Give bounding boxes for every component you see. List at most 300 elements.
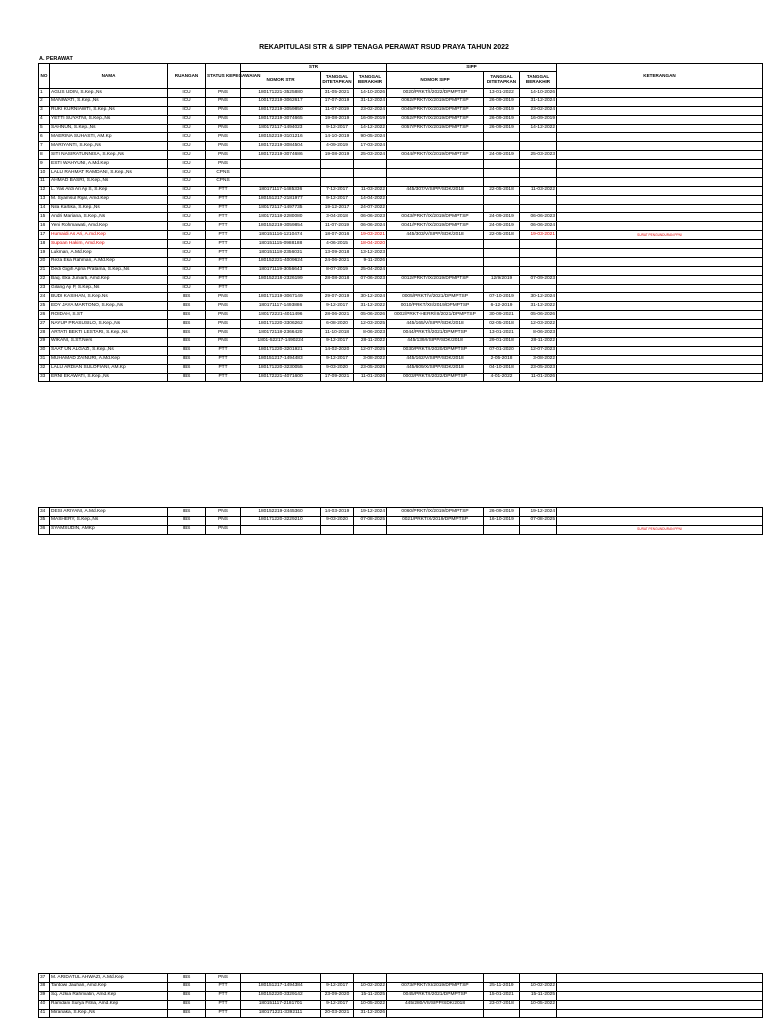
- cell-no: 2: [39, 97, 50, 106]
- table-body-page3: [39, 974, 763, 1018]
- cell-str-berakhir: 06-06-2024: [354, 222, 387, 231]
- cell-ruangan: ICU: [168, 97, 206, 106]
- cell-no: 4: [39, 115, 50, 124]
- cell-sipp-berakhir: 05-06-2026: [520, 311, 557, 320]
- cell-nama: ERNI EKAWATI, S.Kep.,Ns: [50, 373, 168, 382]
- cell-str-berakhir: 07-06-2023: [354, 275, 387, 284]
- cell-status: PTT: [206, 240, 241, 249]
- cell-no: 5: [39, 124, 50, 133]
- cell-str-ditetapkan: 9-12-2017: [321, 195, 354, 204]
- cell-str-ditetapkan: 4-09-2019: [321, 142, 354, 151]
- cell-str-ditetapkan: 19-08-2019: [321, 115, 354, 124]
- cell-no: 20: [39, 257, 50, 266]
- cell-sipp-berakhir: 11-01-2026: [520, 373, 557, 382]
- cell-nomor-str: 180152219-2445360: [241, 508, 321, 517]
- table-row: [39, 124, 763, 133]
- cell-nomor-str: 180171117-1493886: [241, 302, 321, 311]
- cell-ruangan: IBS: [168, 346, 206, 355]
- header-nama: NAMA: [50, 64, 168, 89]
- cell-nomor-str: 180171219-3067149: [241, 293, 321, 302]
- cell-status: PNS: [206, 89, 241, 98]
- cell-nomor-sipp: 0041/PRKT/IX/2019/DPMPTSP: [387, 222, 484, 231]
- cell-ruangan: ICU: [168, 133, 206, 142]
- cell-no: 11: [39, 177, 50, 186]
- cell-sipp-ditetapkan: 24-09-2019: [484, 213, 520, 222]
- cell-no: 14: [39, 204, 50, 213]
- cell-sipp-ditetapkan: [484, 525, 520, 534]
- cell-sipp-berakhir: 06-06-2024: [520, 222, 557, 231]
- cell-ruangan: IBS: [168, 355, 206, 364]
- cell-sipp-ditetapkan: 24-09-2019: [484, 222, 520, 231]
- cell-str-ditetapkan: 19-08-2019: [321, 151, 354, 160]
- cell-sipp-berakhir: [520, 133, 557, 142]
- cell-keterangan: [557, 213, 763, 222]
- cell-sipp-ditetapkan: 12/9/2019: [484, 275, 520, 284]
- cell-nama: Gilang Aji P, S.Kep.,Ns: [50, 284, 168, 293]
- cell-no: 32: [39, 364, 50, 373]
- cell-keterangan: [557, 169, 763, 178]
- cell-sipp-berakhir: 12-03-2022: [520, 320, 557, 329]
- cell-keterangan: [557, 302, 763, 311]
- cell-nomor-sipp: [387, 257, 484, 266]
- cell-str-ditetapkan: 14-10-2019: [321, 133, 354, 142]
- table-row: [39, 160, 763, 169]
- cell-str-berakhir: 25-03-2024: [354, 151, 387, 160]
- table-row: [39, 1000, 763, 1009]
- cell-ruangan: ICU: [168, 284, 206, 293]
- cell-ruangan: IBS: [168, 293, 206, 302]
- cell-nomor-str: [241, 160, 321, 169]
- cell-nomor-str: 180172117-1497735: [241, 204, 321, 213]
- cell-status: PNS: [206, 508, 241, 517]
- cell-status: PTT: [206, 284, 241, 293]
- cell-sipp-ditetapkan: 22-05-2018: [484, 231, 520, 240]
- cell-keterangan: SURAT PENGUNDURAN PPNI: [557, 231, 763, 240]
- cell-sipp-berakhir: [520, 204, 557, 213]
- cell-sipp-berakhir: [520, 257, 557, 266]
- cell-no: 3: [39, 106, 50, 115]
- cell-keterangan: [557, 373, 763, 382]
- cell-ruangan: IBS: [168, 974, 206, 983]
- cell-no: 41: [39, 1009, 50, 1018]
- cell-str-ditetapkan: 14-02-2020: [321, 346, 354, 355]
- table-row: [39, 355, 763, 364]
- cell-nomor-str: 180152220-3329142: [241, 991, 321, 1000]
- cell-status: PNS: [206, 311, 241, 320]
- cell-no: 15: [39, 213, 50, 222]
- cell-sipp-ditetapkan: [484, 160, 520, 169]
- table-body-page1: [39, 89, 763, 382]
- cell-str-berakhir: 18-04-2020: [354, 240, 387, 249]
- cell-nama: Ramdani Surya Fitria, Amd.Kep: [50, 1000, 168, 1009]
- cell-str-ditetapkan: 20-03-2021: [321, 1009, 354, 1018]
- cell-no: 34: [39, 508, 50, 517]
- cell-sipp-ditetapkan: [484, 142, 520, 151]
- cell-str-berakhir: 14-04-2022: [354, 195, 387, 204]
- table-row: [39, 346, 763, 355]
- cell-nomor-sipp: [387, 142, 484, 151]
- cell-no: 31: [39, 355, 50, 364]
- cell-ruangan: ICU: [168, 257, 206, 266]
- cell-str-berakhir: 24-07-2022: [354, 204, 387, 213]
- cell-str-berakhir: [354, 160, 387, 169]
- cell-sipp-ditetapkan: 26-09-2019: [484, 115, 520, 124]
- cell-str-ditetapkan: [321, 525, 354, 534]
- cell-status: PNS: [206, 106, 241, 115]
- cell-keterangan: [557, 991, 763, 1000]
- cell-nomor-str: 180152221-4009624: [241, 257, 321, 266]
- cell-ruangan: ICU: [168, 151, 206, 160]
- cell-ruangan: IBS: [168, 991, 206, 1000]
- cell-no: 17: [39, 231, 50, 240]
- cell-nomor-sipp: 0030/PRKT/I/2020/DPMPTSP: [387, 346, 484, 355]
- cell-str-berakhir: 31-12-2026: [354, 1009, 387, 1018]
- cell-sipp-ditetapkan: [484, 257, 520, 266]
- cell-no: 39: [39, 991, 50, 1000]
- cell-sipp-berakhir: [520, 195, 557, 204]
- cell-status: PNS: [206, 293, 241, 302]
- cell-nomor-sipp: [387, 240, 484, 249]
- cell-nomor-str: [241, 525, 321, 534]
- table-row: [39, 373, 763, 382]
- table-row: [39, 97, 763, 106]
- cell-keterangan: [557, 320, 763, 329]
- cell-nomor-sipp: 0062/PRKT/IX/2019/DPMPTSP: [387, 97, 484, 106]
- cell-nama: AGUS UDIN, S.Kep.,Ns: [50, 89, 168, 98]
- table-row: [39, 240, 763, 249]
- cell-status: PNS: [206, 142, 241, 151]
- cell-nomor-sipp: 445/609/X/SIPP/SDK/2018: [387, 364, 484, 373]
- cell-status: PTT: [206, 231, 241, 240]
- header-sipp-berakhir: TANGGAL BERAKHIR: [520, 72, 557, 89]
- cell-nomor-sipp: 0012/PRKT/IX/2019/DPMPTSP: [387, 275, 484, 284]
- cell-status: PTT: [206, 355, 241, 364]
- cell-nomor-str: 180151117-2181701: [241, 1000, 321, 1009]
- cell-nama: LALU ARDIAN SULOFIANI, AM.Kp: [50, 364, 168, 373]
- table-row: [39, 311, 763, 320]
- cell-str-berakhir: 12-03-2025: [354, 320, 387, 329]
- cell-sipp-ditetapkan: 26-09-2019: [484, 124, 520, 133]
- cell-no: 22: [39, 275, 50, 284]
- cell-str-ditetapkan: 23-09-2020: [321, 991, 354, 1000]
- cell-no: 1: [39, 89, 50, 98]
- cell-nama: Nila Kartika, S.Kep.,Ns: [50, 204, 168, 213]
- table-row: [39, 982, 763, 991]
- cell-sipp-ditetapkan: [484, 1009, 520, 1018]
- table-row: [39, 508, 763, 517]
- section-label: A. PERAWAT: [39, 56, 73, 62]
- cell-ruangan: ICU: [168, 266, 206, 275]
- cell-sipp-ditetapkan: [484, 169, 520, 178]
- cell-sipp-ditetapkan: 24-09-2019: [484, 106, 520, 115]
- cell-nama: SYAMSUDIN, AMKp: [50, 525, 168, 534]
- cell-sipp-berakhir: [520, 525, 557, 534]
- cell-status: PNS: [206, 329, 241, 338]
- cell-no: 10: [39, 169, 50, 178]
- cell-nama: Sq. Azkia Rahmiatin, Amd.Kep: [50, 991, 168, 1000]
- cell-nomor-str: 180172221-4071600: [241, 373, 321, 382]
- cell-no: 18: [39, 240, 50, 249]
- cell-keterangan: [557, 133, 763, 142]
- cell-nomor-str: 180152219-3059854: [241, 222, 321, 231]
- cell-sipp-berakhir: 23-05-2023: [520, 364, 557, 373]
- table-row: [39, 204, 763, 213]
- cell-no: 38: [39, 982, 50, 991]
- cell-nomor-sipp: [387, 133, 484, 142]
- cell-nomor-str: [241, 177, 321, 186]
- cell-no: 26: [39, 311, 50, 320]
- cell-nama: M. Syamsul Rijal, Amd.Kep: [50, 195, 168, 204]
- cell-ruangan: IBS: [168, 320, 206, 329]
- cell-sipp-berakhir: 19-12-2024: [520, 508, 557, 517]
- cell-nomor-str: 180151116-1210474: [241, 231, 321, 240]
- table-row: [39, 151, 763, 160]
- cell-sipp-ditetapkan: 25-11-2019: [484, 982, 520, 991]
- cell-nomor-sipp: 445/139/I/SIPP/SDK/2018: [387, 337, 484, 346]
- cell-keterangan: [557, 329, 763, 338]
- cell-nomor-sipp: [387, 974, 484, 983]
- cell-nomor-str: [241, 974, 321, 983]
- cell-nomor-sipp: [387, 1009, 484, 1018]
- cell-nomor-str: 180172118-2366420: [241, 329, 321, 338]
- cell-keterangan: [557, 124, 763, 133]
- cell-nomor-str: 180171221-3392111: [241, 1009, 321, 1018]
- cell-sipp-berakhir: [520, 177, 557, 186]
- cell-keterangan: [557, 982, 763, 991]
- cell-sipp-ditetapkan: [484, 974, 520, 983]
- cell-sipp-berakhir: 16-09-2019: [520, 115, 557, 124]
- cell-status: PTT: [206, 266, 241, 275]
- cell-sipp-berakhir: 31-12-2022: [520, 302, 557, 311]
- cell-nama: Humaidi As Ari, A.md.Kep: [50, 231, 168, 240]
- cell-sipp-berakhir: 14-10-2026: [520, 89, 557, 98]
- cell-str-berakhir: 07-08-2025: [354, 516, 387, 525]
- cell-status: CPNS: [206, 177, 241, 186]
- cell-ruangan: ICU: [168, 106, 206, 115]
- cell-nomor-sipp: [387, 249, 484, 258]
- table-row: [39, 213, 763, 222]
- table-row: [39, 516, 763, 525]
- cell-str-ditetapkan: 28-08-2018: [321, 275, 354, 284]
- cell-nomor-sipp: 0002/PRKT-HERR/III/2021/DPMPTSP: [387, 311, 484, 320]
- cell-no: 33: [39, 373, 50, 382]
- cell-keterangan: [557, 516, 763, 525]
- cell-str-ditetapkan: [321, 177, 354, 186]
- cell-nomor-str: 180171119-3056643: [241, 266, 321, 275]
- cell-str-ditetapkan: [321, 284, 354, 293]
- cell-status: PTT: [206, 364, 241, 373]
- cell-keterangan: [557, 355, 763, 364]
- cell-sipp-berakhir: [520, 249, 557, 258]
- cell-keterangan: [557, 160, 763, 169]
- cell-nomor-str: 180151217-1494384: [241, 982, 321, 991]
- cell-sipp-berakhir: [520, 240, 557, 249]
- cell-ruangan: IBS: [168, 1009, 206, 1018]
- cell-sipp-berakhir: 31-12-2024: [520, 97, 557, 106]
- cell-sipp-ditetapkan: 15-01-2021: [484, 991, 520, 1000]
- cell-nomor-sipp: 0052/PRKT/IX/2019/DPMPTSP: [387, 115, 484, 124]
- cell-ruangan: IBS: [168, 516, 206, 525]
- table-row: [39, 169, 763, 178]
- cell-str-berakhir: [354, 169, 387, 178]
- cell-sipp-berakhir: 10-02-2022: [520, 982, 557, 991]
- cell-ruangan: ICU: [168, 124, 206, 133]
- cell-keterangan: [557, 89, 763, 98]
- cell-nomor-str: [241, 284, 321, 293]
- cell-nama: Yeni Rohmawati, Amd.Kep: [50, 222, 168, 231]
- cell-no: 13: [39, 195, 50, 204]
- cell-status: PNS: [206, 97, 241, 106]
- cell-keterangan: [557, 284, 763, 293]
- cell-str-ditetapkan: 9-03-2020: [321, 516, 354, 525]
- cell-nomor-str: 180172117-1494023: [241, 124, 321, 133]
- table-row: [39, 133, 763, 142]
- cell-str-berakhir: 25-04-2024: [354, 266, 387, 275]
- cell-str-ditetapkan: 29-07-2019: [321, 293, 354, 302]
- cell-nama: MANIWATI, S.Kep.,Ns: [50, 97, 168, 106]
- cell-ruangan: IBS: [168, 982, 206, 991]
- table-row: [39, 337, 763, 346]
- cell-str-berakhir: 9-11-2026: [354, 257, 387, 266]
- cell-nomor-sipp: 0057/PRKT/IX/2019/DPMPTSP: [387, 124, 484, 133]
- cell-keterangan: [557, 177, 763, 186]
- cell-sipp-ditetapkan: [484, 284, 520, 293]
- cell-sipp-berakhir: 07-08-2025: [520, 516, 557, 525]
- cell-sipp-berakhir: 30-12-2024: [520, 293, 557, 302]
- cell-keterangan: [557, 257, 763, 266]
- cell-keterangan: [557, 293, 763, 302]
- cell-sipp-ditetapkan: 24-09-2019: [484, 151, 520, 160]
- cell-str-berakhir: 17-03-2024: [354, 142, 387, 151]
- cell-ruangan: IBS: [168, 337, 206, 346]
- cell-str-ditetapkan: 18-07-2016: [321, 231, 354, 240]
- cell-str-ditetapkan: 17-09-2021: [321, 373, 354, 382]
- cell-ruangan: IBS: [168, 508, 206, 517]
- cell-str-berakhir: 11-01-2026: [354, 373, 387, 382]
- cell-str-ditetapkan: 11-07-2019: [321, 106, 354, 115]
- cell-nomor-str: 180171220-3230055: [241, 364, 321, 373]
- cell-ruangan: IBS: [168, 373, 206, 382]
- cell-nomor-sipp: [387, 177, 484, 186]
- cell-status: PTT: [206, 257, 241, 266]
- cell-str-berakhir: 90-05-2024: [354, 133, 387, 142]
- cell-nama: Supoan Hakim, Amd.Kep: [50, 240, 168, 249]
- cell-nomor-sipp: 0044/PRKT/I/2021/DPMPTSP: [387, 329, 484, 338]
- cell-str-ditetapkan: [321, 160, 354, 169]
- cell-sipp-berakhir: [520, 160, 557, 169]
- cell-sipp-ditetapkan: 07-01-2020: [484, 346, 520, 355]
- cell-no: 27: [39, 320, 50, 329]
- cell-ruangan: ICU: [168, 240, 206, 249]
- cell-status: PTT: [206, 222, 241, 231]
- cell-sipp-ditetapkan: 07-10-2019: [484, 293, 520, 302]
- cell-str-ditetapkan: 9-12-2017: [321, 124, 354, 133]
- cell-sipp-berakhir: 14-12-2022: [520, 124, 557, 133]
- header-nomor-sipp: NOMOR SIPP: [387, 72, 484, 89]
- cell-nomor-sipp: 0005/PRKT/V/2021/DPMPTSP: [387, 293, 484, 302]
- cell-keterangan: SURAT PENGUNDURAN PPNI: [557, 525, 763, 534]
- header-keterangan: KETERANGAN: [557, 64, 763, 89]
- cell-nama: SAHNUN, S.Kep.,Ns: [50, 124, 168, 133]
- data-table-continued-2: [38, 973, 763, 1018]
- cell-nama: L. Yas Ardi Ari Aji S, S.Kep: [50, 186, 168, 195]
- cell-nomor-str: 180172118-2280080: [241, 213, 321, 222]
- cell-str-ditetapkan: 31-05-2021: [321, 89, 354, 98]
- cell-no: 30: [39, 346, 50, 355]
- cell-ruangan: IBS: [168, 302, 206, 311]
- cell-status: CPNS: [206, 169, 241, 178]
- cell-keterangan: [557, 240, 763, 249]
- cell-keterangan: [557, 186, 763, 195]
- cell-str-berakhir: 8-06-2023: [354, 329, 387, 338]
- cell-sipp-ditetapkan: 22-05-2018: [484, 186, 520, 195]
- cell-str-ditetapkan: 9-03-2020: [321, 364, 354, 373]
- cell-str-berakhir: 10-02-2022: [354, 982, 387, 991]
- cell-str-berakhir: 3-08-2022: [354, 355, 387, 364]
- cell-str-berakhir: 14-12-2022: [354, 124, 387, 133]
- cell-status: PTT: [206, 186, 241, 195]
- cell-status: PTT: [206, 982, 241, 991]
- cell-nomor-sipp: 0043/PRKT/IX/2019/DPMPTSP: [387, 213, 484, 222]
- cell-str-berakhir: 10-05-2022: [354, 1000, 387, 1009]
- cell-sipp-berakhir: 28-11-2022: [520, 337, 557, 346]
- cell-status: PTT: [206, 991, 241, 1000]
- cell-nomor-sipp: 0003/PRKT/I/2022/DPMPTSP: [387, 373, 484, 382]
- cell-str-ditetapkan: 9-12-2017: [321, 337, 354, 346]
- table-row: [39, 991, 763, 1000]
- cell-nomor-str: 180152218-2326199: [241, 275, 321, 284]
- cell-no: 9: [39, 160, 50, 169]
- cell-nomor-sipp: 0020/PRKT/I/2022/DPMPTSP: [387, 89, 484, 98]
- cell-sipp-ditetapkan: [484, 240, 520, 249]
- cell-nomor-str: 180151118-2356031: [241, 249, 321, 258]
- table-row: [39, 525, 763, 534]
- cell-ruangan: ICU: [168, 169, 206, 178]
- table-row: [39, 231, 763, 240]
- cell-nama: WIKANI, S.ST.Ners: [50, 337, 168, 346]
- data-table-main: [38, 63, 763, 382]
- header-sipp-ditetapkan: TANGGAL DITETAPKAN: [484, 72, 520, 89]
- cell-nomor-sipp: 445/165/V/SIPP/SDK/2018: [387, 320, 484, 329]
- cell-nama: DESI ARIYANI, A.Md.Kep: [50, 508, 168, 517]
- cell-nomor-sipp: 445/280/VII/SIPP/SDK/2018: [387, 1000, 484, 1009]
- cell-str-ditetapkan: 11-07-2019: [321, 222, 354, 231]
- table-row: [39, 115, 763, 124]
- cell-status: PNS: [206, 302, 241, 311]
- cell-status: PTT: [206, 275, 241, 284]
- table-row: [39, 249, 763, 258]
- cell-str-berakhir: 31-12-2024: [354, 97, 387, 106]
- table-row: [39, 186, 763, 195]
- cell-status: PTT: [206, 195, 241, 204]
- cell-nama: ROIDAH, S.ST: [50, 311, 168, 320]
- cell-str-berakhir: 14-10-2026: [354, 89, 387, 98]
- cell-nama: MAERINA SUHASTI, AM.Kp: [50, 133, 168, 142]
- cell-str-berakhir: 23-02-2024: [354, 106, 387, 115]
- cell-no: 28: [39, 329, 50, 338]
- cell-nama: YETTI SUYATNI, S.Kep.,Ns: [50, 115, 168, 124]
- cell-str-ditetapkan: 14-03-2019: [321, 508, 354, 517]
- cell-keterangan: [557, 106, 763, 115]
- cell-sipp-ditetapkan: [484, 195, 520, 204]
- cell-status: PNS: [206, 516, 241, 525]
- cell-keterangan: [557, 1009, 763, 1018]
- cell-no: 24: [39, 293, 50, 302]
- cell-str-berakhir: 19-12-2024: [354, 508, 387, 517]
- table-row: [39, 329, 763, 338]
- cell-sipp-ditetapkan: 26-09-2019: [484, 508, 520, 517]
- cell-sipp-berakhir: 8-06-2023: [520, 329, 557, 338]
